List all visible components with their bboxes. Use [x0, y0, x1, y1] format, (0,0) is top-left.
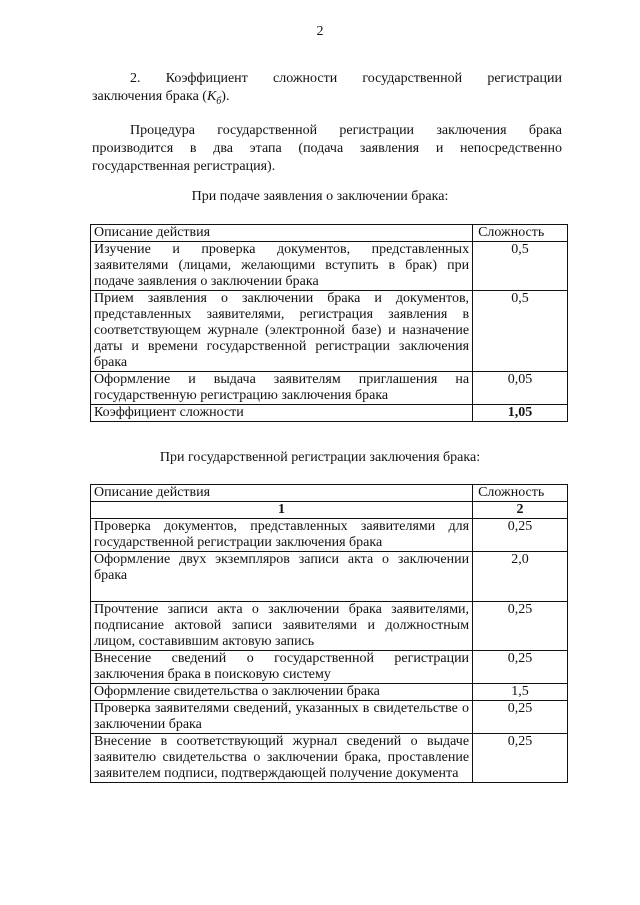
coefficient-symbol: К [206, 89, 217, 104]
table-row [91, 519, 568, 552]
table2-header-complexity: Сложность [473, 485, 568, 502]
row-complexity: 2,0 [473, 552, 568, 602]
column-index-1: 1 [91, 502, 473, 519]
total-value: 1,05 [473, 405, 568, 422]
table1-header-row [91, 225, 568, 242]
row-description: Оформление свидетельства о заключении брака [91, 684, 473, 701]
row-description: Оформление и выдача заявителям приглашения на государственную регистрацию заключения брака [91, 372, 473, 405]
row-complexity: 0,05 [473, 372, 568, 405]
row-description: Изучение и проверка документов, представленных заявителями (лицами, желающими вступить в брак) при подаче заявления о заключении брака [91, 242, 473, 291]
page-number: 2 [316, 24, 324, 39]
table-row [91, 372, 568, 405]
section-heading-line1: 2. Коэффициент сложности государственной регистрации [130, 71, 562, 86]
table1-caption: При подаче заявления о заключении брака: [191, 189, 449, 204]
table2-header-row [91, 485, 568, 502]
table-row [91, 242, 568, 291]
coefficient-subscript: б [216, 95, 222, 107]
row-complexity: 0,25 [473, 602, 568, 651]
row-complexity: 1,5 [473, 684, 568, 701]
table-row [91, 651, 568, 684]
table-row [91, 701, 568, 734]
section-heading-line2 [92, 88, 562, 111]
row-complexity: 0,25 [473, 651, 568, 684]
section-heading-tail: ). [221, 89, 230, 104]
table1-header-complexity: Сложность [473, 225, 568, 242]
row-complexity: 0,25 [473, 519, 568, 552]
section-heading [92, 70, 562, 111]
table2-caption: При государственной регистрации заключения брака: [159, 450, 481, 465]
section-heading-text: заключения брака ( [92, 89, 207, 104]
table-row [91, 291, 568, 372]
table2-header-description: Описание действия [91, 485, 473, 502]
table-row [91, 684, 568, 701]
row-description: Проверка документов, представленных заявителями для государственной регистрации заключения брака [91, 519, 473, 552]
total-label: Коэффициент сложности [91, 405, 473, 422]
table2-index-row [91, 502, 568, 519]
row-description: Прием заявления о заключении брака и документов, представленных заявителями, регистрация заявления в соответствующем журнале (электронной базе) и назначение даты и времени государственной регистрации заключения брака [91, 291, 473, 372]
table-row [91, 602, 568, 651]
column-index-2: 2 [473, 502, 568, 519]
table-application [90, 224, 568, 422]
row-description: Внесение в соответствующий журнал сведений о выдаче заявителю свидетельства о заключении брака, проставление заявителем подписи, подтверждающей получение документа [91, 734, 473, 783]
row-description: Прочтение записи акта о заключении брака заявителями, подписание актовой записи заявителями и должностным лицом, составившим актовую запись [91, 602, 473, 651]
table-registration [90, 484, 568, 783]
procedure-paragraph: Процедура государственной регистрации заключения брака производится в два этапа (подача заявления и непосредственно государственная регистрация). [92, 123, 562, 174]
row-complexity: 0,25 [473, 701, 568, 734]
table-row [91, 734, 568, 783]
row-complexity: 0,25 [473, 734, 568, 783]
table1-header-description: Описание действия [91, 225, 473, 242]
row-description: Внесение сведений о государственной регистрации заключения брака в поисковую систему [91, 651, 473, 684]
row-description: Проверка заявителями сведений, указанных в свидетельстве о заключении брака [91, 701, 473, 734]
table-row [91, 552, 568, 602]
table1-total-row [91, 405, 568, 422]
row-description: Оформление двух экземпляров записи акта о заключении брака [91, 552, 473, 602]
row-complexity: 0,5 [473, 291, 568, 372]
row-complexity: 0,5 [473, 242, 568, 291]
